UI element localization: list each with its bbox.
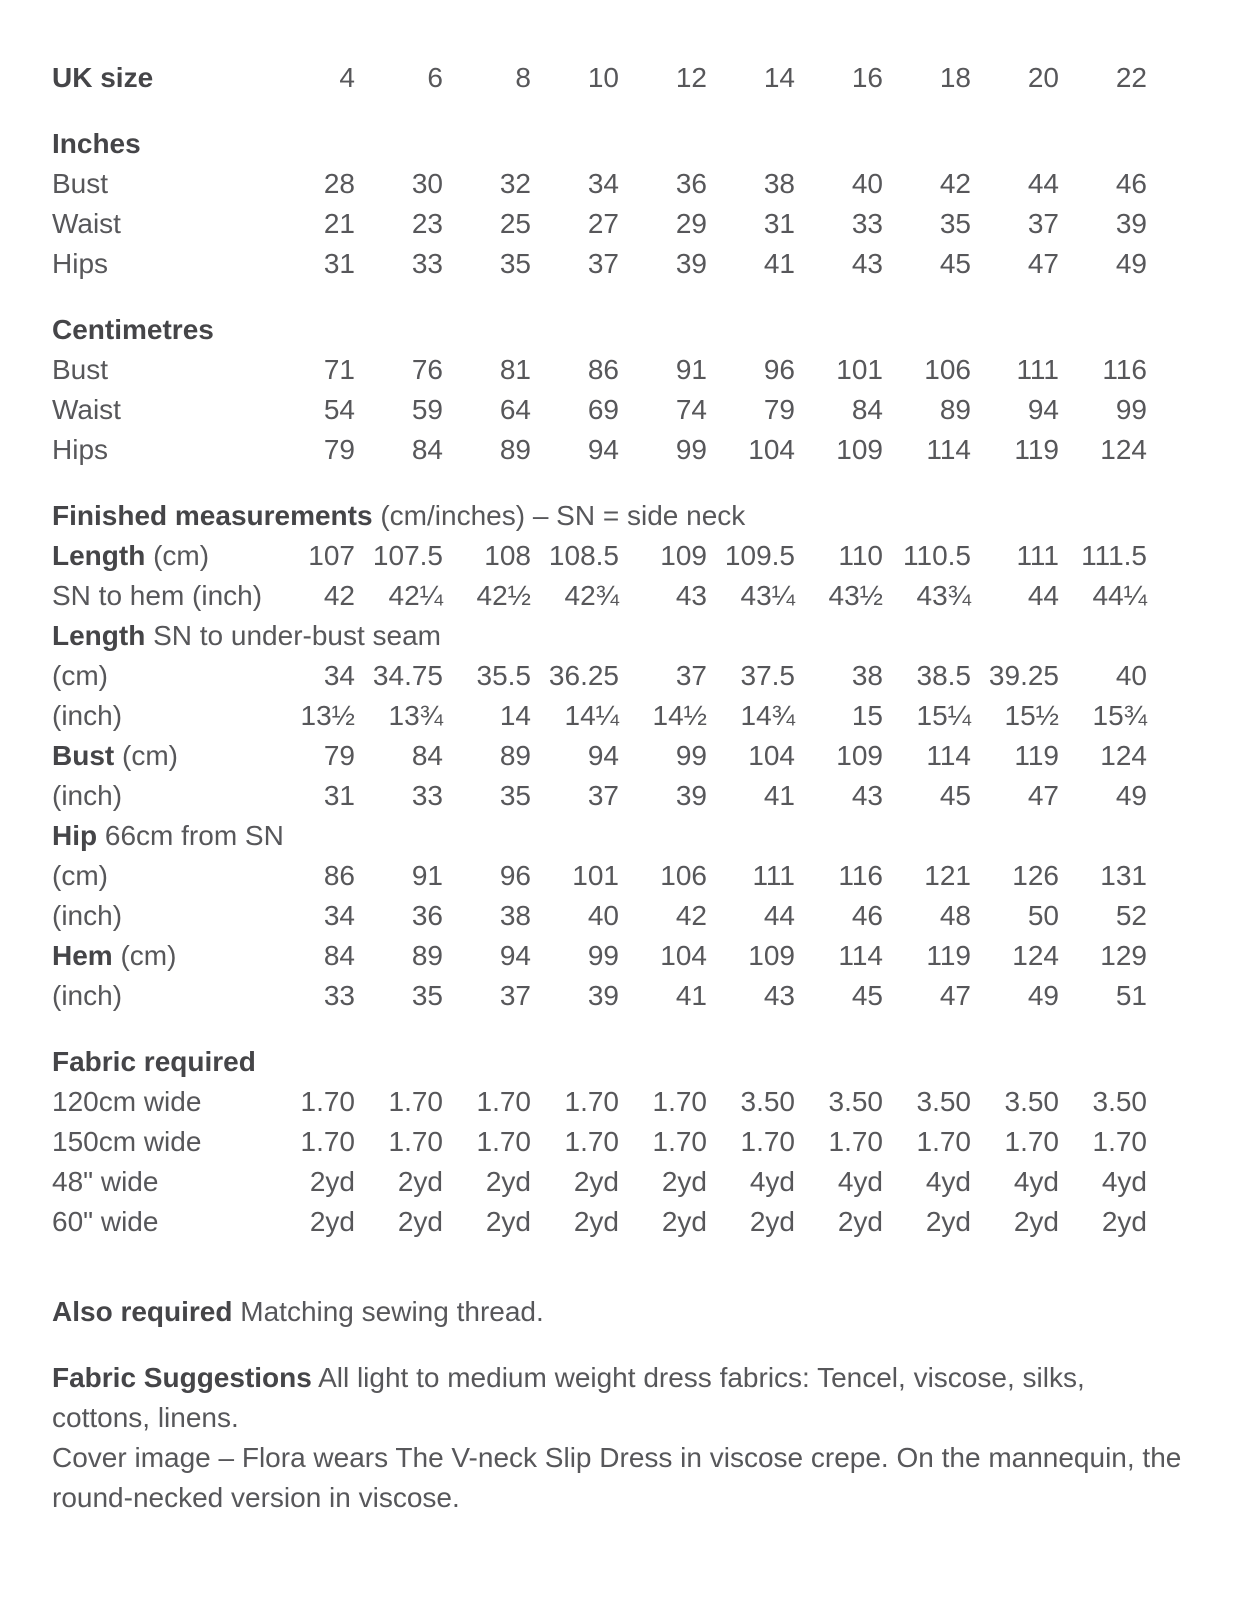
finished-row-label-text: (cm) (52, 860, 108, 891)
measurement-value: 37 (1027, 208, 1059, 239)
measurement-value: 84 (851, 394, 883, 425)
finished-row-label (52, 576, 267, 616)
measurement-value: 30 (411, 168, 443, 199)
finished-row-value: 42½ (476, 580, 531, 611)
row-spacer (52, 284, 1147, 310)
finished-row-value: 36 (411, 900, 443, 931)
fabric-row-value: 1.70 (652, 1126, 707, 1157)
finished-row-value: 109 (748, 940, 795, 971)
finished-row-label (52, 976, 267, 1016)
section-title: Inches (52, 128, 141, 159)
finished-row-label-text: (cm) (120, 940, 177, 971)
finished-row-value: 114 (838, 940, 883, 971)
measurement-value: 54 (323, 394, 355, 425)
finished-row-value: 33 (323, 980, 355, 1011)
measurement-value: 42 (939, 168, 971, 199)
also-required-note (52, 1292, 1188, 1332)
finished-row-value: 42¾ (564, 580, 619, 611)
measurement-value: 23 (411, 208, 443, 239)
fabric-row-value: 1.70 (740, 1126, 795, 1157)
fabric-row-value: 2yd (397, 1206, 443, 1237)
finished-row-value: 13½ (300, 700, 355, 731)
fabric-row-value: 2yd (573, 1166, 619, 1197)
finished-row-label-text: (cm) (52, 660, 108, 691)
finished-row-value: 37.5 (740, 660, 795, 691)
finished-row-value: 38 (851, 660, 883, 691)
measurement-value: 27 (587, 208, 619, 239)
uk-size-value: 6 (427, 62, 443, 93)
finished-row-value: 43 (763, 980, 795, 1011)
finished-row-value: 107.5 (372, 540, 443, 571)
fabric-row-value: 1.70 (476, 1086, 531, 1117)
fabric-row-value: 4yd (1013, 1166, 1059, 1197)
uk-size-label: UK size (52, 62, 154, 93)
finished-row-value: 106 (660, 860, 707, 891)
finished-row-value: 41 (763, 780, 795, 811)
finished-row-value: 86 (323, 860, 355, 891)
fabric-suggestions-note (52, 1358, 1188, 1518)
measurement-value: 33 (411, 248, 443, 279)
finished-row-value: 15¾ (1092, 700, 1147, 731)
measurement-value: 96 (763, 354, 795, 385)
finished-row-value: 114 (926, 740, 971, 771)
fabric-row-value: 1.70 (476, 1126, 531, 1157)
measurement-value: 74 (675, 394, 707, 425)
measurement-value: 21 (323, 208, 355, 239)
measurement-value: 116 (1102, 354, 1147, 385)
finished-row-value: 110 (838, 540, 883, 571)
fabric-row-value: 1.70 (1092, 1126, 1147, 1157)
fabric-row-value: 1.70 (916, 1126, 971, 1157)
measurement-value: 31 (323, 248, 355, 279)
measurement-value: 43 (851, 248, 883, 279)
finished-row-value: 91 (411, 860, 443, 891)
measurement-label: Waist (52, 394, 121, 425)
finished-row-label-bold: Hip (52, 820, 98, 851)
measurement-value: 89 (499, 434, 531, 465)
measurement-label: Waist (52, 208, 121, 239)
finished-row-label-bold: Hem (52, 940, 113, 971)
measurement-value: 84 (411, 434, 443, 465)
measurement-value: 47 (1027, 248, 1059, 279)
row-spacer (52, 1016, 1147, 1042)
finished-row-value: 14¼ (564, 700, 619, 731)
uk-size-value: 18 (939, 62, 971, 93)
measurement-value: 49 (1115, 248, 1147, 279)
finished-row-value: 39 (675, 780, 707, 811)
measurement-value: 111 (1016, 354, 1059, 385)
measurement-value: 104 (748, 434, 795, 465)
fabric-row-value: 2yd (661, 1206, 707, 1237)
fabric-required-title: Fabric required (52, 1046, 256, 1077)
measurement-value: 91 (675, 354, 707, 385)
finished-row-label (52, 736, 267, 776)
measurement-value: 33 (851, 208, 883, 239)
fabric-row-value: 4yd (837, 1166, 883, 1197)
measurement-value: 76 (411, 354, 443, 385)
finished-row-label (52, 616, 1147, 656)
measurement-value: 35 (939, 208, 971, 239)
finished-row-value: 49 (1115, 780, 1147, 811)
fabric-row-value: 3.50 (916, 1086, 971, 1117)
finished-row-value: 14½ (652, 700, 707, 731)
measurement-value: 41 (763, 248, 795, 279)
finished-row-value: 47 (939, 980, 971, 1011)
finished-measurements-title-rest: (cm/inches) – SN = side neck (380, 500, 746, 531)
measurement-value: 36 (675, 168, 707, 199)
measurement-value: 94 (587, 434, 619, 465)
finished-row-value: 43¼ (740, 580, 795, 611)
finished-row-value: 129 (1100, 940, 1147, 971)
finished-row-value: 96 (499, 860, 531, 891)
finished-row-label-text: 66cm from SN (104, 820, 284, 851)
finished-row-value: 79 (323, 740, 355, 771)
finished-row-value: 99 (587, 940, 619, 971)
finished-row-value: 15½ (1004, 700, 1059, 731)
finished-row-value: 44¼ (1092, 580, 1147, 611)
finished-row-label-bold: Bust (52, 740, 115, 771)
finished-row-value: 35 (499, 780, 531, 811)
finished-row-value: 111.5 (1081, 540, 1147, 571)
finished-row-value: 34 (323, 900, 355, 931)
finished-row-value: 94 (499, 940, 531, 971)
measurement-value: 79 (323, 434, 355, 465)
finished-row-value: 94 (587, 740, 619, 771)
finished-row-value: 15¼ (916, 700, 971, 731)
finished-row-label-text: (inch) (52, 700, 123, 731)
finished-row-value: 37 (587, 780, 619, 811)
uk-size-value: 12 (675, 62, 707, 93)
measurement-value: 39 (1115, 208, 1147, 239)
measurement-value: 29 (675, 208, 707, 239)
fabric-row-value: 2yd (573, 1206, 619, 1237)
finished-row-label-text: (inch) (52, 780, 123, 811)
measurement-value: 119 (1014, 434, 1059, 465)
finished-row-value: 89 (411, 940, 443, 971)
finished-row-value: 109.5 (724, 540, 795, 571)
measurement-label: Bust (52, 168, 109, 199)
section-title: Centimetres (52, 314, 214, 345)
finished-row-value: 35.5 (476, 660, 531, 691)
measurement-value: 69 (587, 394, 619, 425)
finished-row-value: 110.5 (903, 540, 971, 571)
finished-row-label-bold: Length (52, 540, 146, 571)
finished-row-value: 33 (411, 780, 443, 811)
finished-row-value: 42 (675, 900, 707, 931)
measurement-value: 39 (675, 248, 707, 279)
finished-row-value: 43 (851, 780, 883, 811)
fabric-row-value: 2yd (397, 1166, 443, 1197)
finished-measurements-title-bold: Finished measurements (52, 500, 373, 531)
fabric-row-value: 2yd (661, 1166, 707, 1197)
finished-row-value: 42¼ (388, 580, 443, 611)
measurement-value: 86 (587, 354, 619, 385)
finished-row-value: 84 (323, 940, 355, 971)
fabric-row-value: 1.70 (652, 1086, 707, 1117)
uk-size-value: 22 (1115, 62, 1147, 93)
measurement-value: 35 (499, 248, 531, 279)
cover-image-text: Cover image – Flora wears The V-neck Slip Dress in viscose crepe. On the mannequin, the round-necked version in viscose. (52, 1442, 1182, 1513)
finished-row-label-text: (cm) (153, 540, 210, 571)
finished-row-value: 109 (660, 540, 707, 571)
uk-size-value: 10 (587, 62, 619, 93)
finished-row-value: 43 (675, 580, 707, 611)
finished-row-value: 37 (675, 660, 707, 691)
finished-row-value: 44 (763, 900, 795, 931)
finished-row-value: 121 (924, 860, 971, 891)
measurement-value: 44 (1027, 168, 1059, 199)
uk-size-value: 16 (851, 62, 883, 93)
finished-row-value: 45 (939, 780, 971, 811)
fabric-suggestions-text: All light to medium weight dress fabrics: Tencel, viscose, silks, cottons, linens. (52, 1362, 1085, 1433)
measurement-value: 38 (763, 168, 795, 199)
fabric-row-value: 1.70 (300, 1126, 355, 1157)
finished-row-value: 104 (748, 740, 795, 771)
finished-row-value: 124 (1100, 740, 1147, 771)
finished-row-label-text: (inch) (52, 980, 123, 1011)
measurement-value: 32 (499, 168, 531, 199)
finished-row-value: 48 (939, 900, 971, 931)
fabric-row-value: 3.50 (828, 1086, 883, 1117)
measurement-value: 114 (926, 434, 971, 465)
finished-row-label-text: (cm) (122, 740, 178, 771)
measurement-label: Hips (52, 248, 109, 279)
finished-row-value: 15 (851, 700, 883, 731)
uk-size-value: 4 (339, 62, 355, 93)
fabric-row-value: 2yd (749, 1206, 795, 1237)
finished-row-value: 45 (851, 980, 883, 1011)
fabric-row-value: 2yd (1101, 1206, 1147, 1237)
fabric-row-value: 4yd (1101, 1166, 1147, 1197)
also-required-label: Also required (52, 1296, 233, 1327)
fabric-row-label: 48" wide (52, 1166, 159, 1197)
row-spacer (52, 470, 1147, 496)
finished-row-value: 44 (1027, 580, 1059, 611)
uk-size-value: 8 (515, 62, 531, 93)
uk-size-value: 20 (1027, 62, 1059, 93)
measurement-label: Hips (52, 434, 109, 465)
fabric-suggestions-label: Fabric Suggestions (52, 1362, 312, 1393)
fabric-row-value: 2yd (309, 1206, 355, 1237)
finished-row-value: 40 (1115, 660, 1147, 691)
finished-row-value: 37 (499, 980, 531, 1011)
finished-row-value: 49 (1027, 980, 1059, 1011)
measurement-value: 94 (1027, 394, 1059, 425)
finished-row-value: 35 (411, 980, 443, 1011)
finished-row-value: 42 (323, 580, 355, 611)
fabric-row-value: 4yd (925, 1166, 971, 1197)
fabric-row-value: 2yd (485, 1206, 531, 1237)
fabric-row-value: 1.70 (1004, 1126, 1059, 1157)
finished-row-value: 50 (1027, 900, 1059, 931)
finished-row-value: 111 (1016, 540, 1059, 571)
measurement-value: 79 (763, 394, 795, 425)
finished-row-value: 38 (499, 900, 531, 931)
measurement-value: 59 (411, 394, 443, 425)
finished-row-value: 47 (1027, 780, 1059, 811)
fabric-row-value: 1.70 (388, 1126, 443, 1157)
measurement-value: 106 (924, 354, 971, 385)
fabric-row-label: 120cm wide (52, 1086, 202, 1117)
finished-row-label (52, 936, 267, 976)
finished-row-value: 104 (660, 940, 707, 971)
finished-row-value: 99 (675, 740, 707, 771)
measurement-value: 99 (1115, 394, 1147, 425)
finished-row-value: 89 (499, 740, 531, 771)
finished-row-value: 84 (411, 740, 443, 771)
finished-row-value: 39 (587, 980, 619, 1011)
finished-row-value: 13¾ (388, 700, 443, 731)
finished-row-value: 126 (1012, 860, 1059, 891)
fabric-row-value: 3.50 (1092, 1086, 1147, 1117)
finished-row-value: 116 (838, 860, 883, 891)
fabric-row-value: 2yd (837, 1206, 883, 1237)
fabric-row-label: 60" wide (52, 1206, 159, 1237)
finished-row-value: 109 (836, 740, 883, 771)
also-required-text: Matching sewing thread. (240, 1296, 544, 1327)
measurement-value: 64 (499, 394, 531, 425)
fabric-row-value: 2yd (925, 1206, 971, 1237)
finished-row-value: 119 (1014, 740, 1059, 771)
finished-row-value: 124 (1012, 940, 1059, 971)
notes-section (52, 1292, 1188, 1518)
finished-row-value: 41 (675, 980, 707, 1011)
finished-row-label (52, 896, 267, 936)
finished-row-value: 43¾ (916, 580, 971, 611)
finished-row-label (52, 696, 267, 736)
finished-row-label-text: SN to hem (inch) (52, 580, 263, 611)
fabric-row-value: 3.50 (1004, 1086, 1059, 1117)
fabric-row-value: 2yd (309, 1166, 355, 1197)
finished-row-value: 38.5 (916, 660, 971, 691)
finished-row-value: 101 (572, 860, 619, 891)
finished-row-value: 119 (926, 940, 971, 971)
fabric-row-value: 1.70 (300, 1086, 355, 1117)
finished-measurements-title (52, 496, 1147, 536)
measurement-value: 37 (587, 248, 619, 279)
finished-row-value: 107 (308, 540, 355, 571)
measurement-value: 28 (323, 168, 355, 199)
finished-row-value: 34.75 (372, 660, 443, 691)
fabric-row-value: 1.70 (564, 1086, 619, 1117)
finished-row-value: 14¾ (740, 700, 795, 731)
finished-row-label (52, 856, 267, 896)
fabric-row-value: 2yd (1013, 1206, 1059, 1237)
measurement-value: 46 (1115, 168, 1147, 199)
measurement-value: 101 (836, 354, 883, 385)
finished-row-value: 31 (323, 780, 355, 811)
fabric-row-label: 150cm wide (52, 1126, 202, 1157)
finished-row-value: 14 (499, 700, 531, 731)
finished-row-value: 34 (323, 660, 355, 691)
measurement-value: 89 (939, 394, 971, 425)
fabric-row-value: 4yd (749, 1166, 795, 1197)
measurement-value: 31 (763, 208, 795, 239)
uk-size-value: 14 (763, 62, 795, 93)
row-spacer (52, 98, 1147, 124)
finished-row-value: 39.25 (988, 660, 1059, 691)
fabric-row-value: 1.70 (828, 1126, 883, 1157)
finished-row-value: 46 (851, 900, 883, 931)
finished-row-value: 108 (484, 540, 531, 571)
finished-row-label-text: (inch) (52, 900, 123, 931)
finished-row-label (52, 816, 1147, 856)
finished-row-value: 131 (1100, 860, 1147, 891)
measurement-value: 109 (836, 434, 883, 465)
measurement-value: 81 (499, 354, 531, 385)
finished-row-value: 43½ (828, 580, 883, 611)
finished-row-label-text: SN to under-bust seam (153, 620, 442, 651)
measurement-value: 25 (499, 208, 531, 239)
size-chart-table (52, 58, 1147, 1242)
finished-row-value: 111 (752, 860, 795, 891)
measurement-label: Bust (52, 354, 109, 385)
measurement-value: 124 (1100, 434, 1147, 465)
finished-row-label (52, 656, 267, 696)
measurement-value: 99 (675, 434, 707, 465)
finished-row-value: 108.5 (548, 540, 619, 571)
finished-row-label (52, 776, 267, 816)
fabric-row-value: 2yd (485, 1166, 531, 1197)
fabric-row-value: 1.70 (388, 1086, 443, 1117)
finished-row-label (52, 536, 267, 576)
finished-row-label-bold: Length (52, 620, 146, 651)
finished-row-value: 40 (587, 900, 619, 931)
finished-row-value: 52 (1115, 900, 1147, 931)
measurement-value: 45 (939, 248, 971, 279)
measurement-value: 34 (587, 168, 619, 199)
finished-row-value: 51 (1115, 980, 1147, 1011)
fabric-row-value: 3.50 (740, 1086, 795, 1117)
measurement-value: 40 (851, 168, 883, 199)
finished-row-value: 36.25 (548, 660, 619, 691)
measurement-value: 71 (323, 354, 355, 385)
fabric-row-value: 1.70 (564, 1126, 619, 1157)
